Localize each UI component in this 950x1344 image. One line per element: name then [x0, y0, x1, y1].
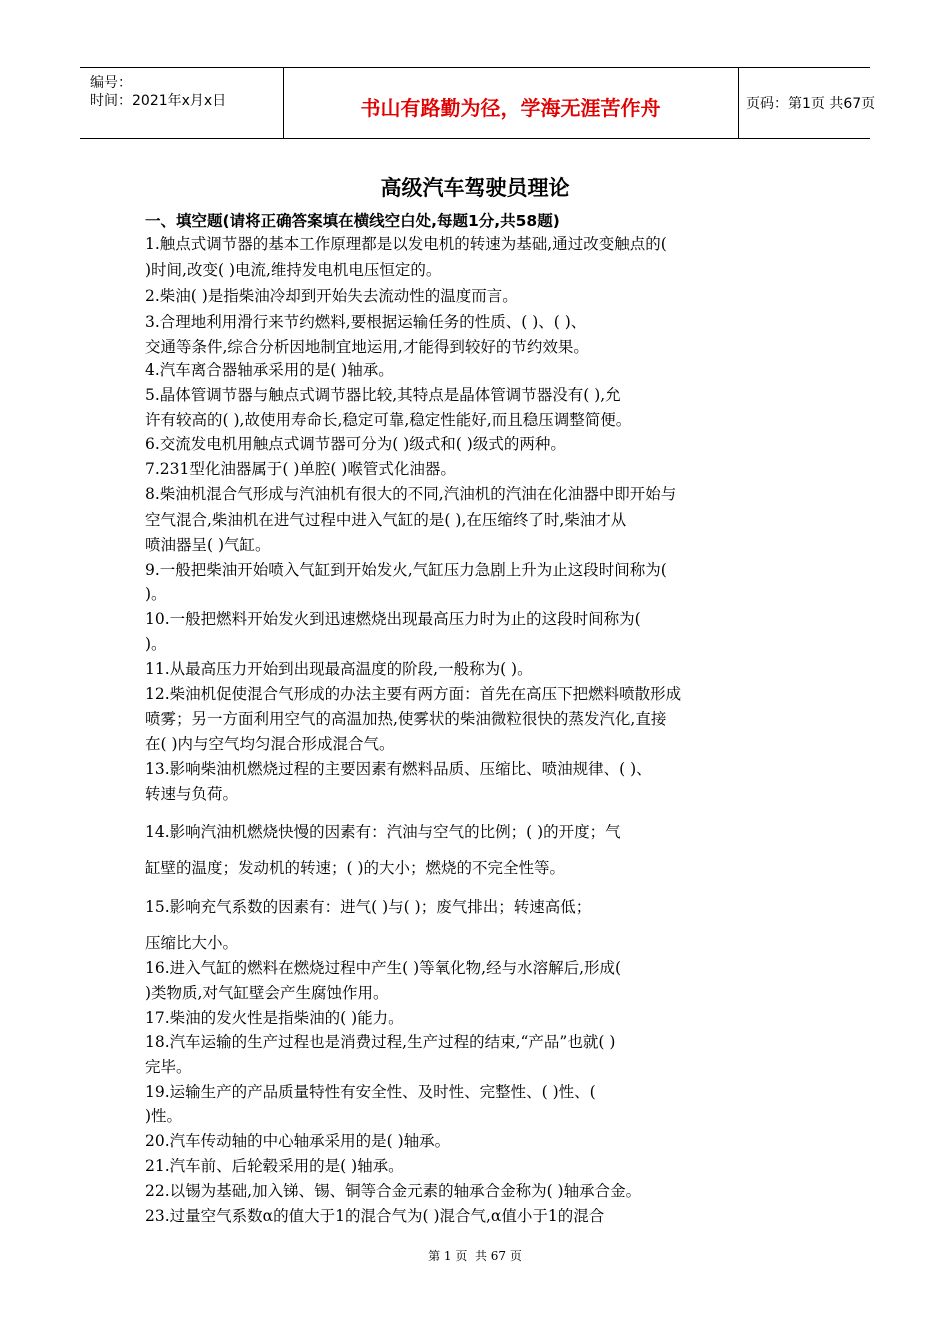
- text-line: )性。: [145, 1107, 183, 1125]
- text-line: 喷油器呈( )气缸。: [145, 536, 271, 554]
- number-label: 编号：: [90, 75, 132, 91]
- text-line: 8.柴油机混合气形成与汽油机有很大的不同,汽油机的汽油在化油器中即开始与: [145, 485, 677, 503]
- header-info-cell: [80, 68, 284, 138]
- text-line: 7.231型化油器属于( )单腔( )喉管式化油器。: [145, 460, 456, 478]
- text-line: )类物质,对气缸壁会产生腐蚀作用。: [145, 984, 389, 1002]
- text-line: )。: [145, 635, 167, 653]
- text-line: 12.柴油机促使混合气形成的办法主要有两方面：首先在高压下把燃料喷散形成: [145, 685, 682, 703]
- text-line: 13.影响柴油机燃烧过程的主要因素有燃料品质、压缩比、喷油规律、( )、: [145, 760, 652, 778]
- text-line: 2.柴油( )是指柴油冷却到开始失去流动性的温度而言。: [145, 287, 518, 305]
- text-line: 11.从最高压力开始到出现最高温度的阶段,一般称为( )。: [145, 660, 533, 678]
- page-number-label: 页码：第1页 共67页: [746, 96, 876, 112]
- text-line: )时间,改变( )电流,维持发电机电压恒定的。: [145, 261, 442, 279]
- motto: 书山有路勤为径，学海无涯苦作舟: [360, 96, 661, 120]
- text-line: 17.柴油的发火性是指柴油的( )能力。: [145, 1009, 404, 1027]
- text-line: 许有较高的( ),故使用寿命长,稳定可靠,稳定性能好,而且稳压调整简便。: [145, 411, 632, 429]
- text-line: 4.汽车离合器轴承采用的是( )轴承。: [145, 361, 394, 379]
- text-line: 空气混合,柴油机在进气过程中进入气缸的是( ),在压缩终了时,柴油才从: [145, 511, 627, 529]
- text-line: 10.一般把燃料开始发火到迅速燃烧出现最高压力时为止的这段时间称为(: [145, 610, 641, 628]
- text-line: 6.交流发电机用触点式调节器可分为( )级式和( )级式的两种。: [145, 435, 566, 453]
- text-line: 20.汽车传动轴的中心轴承采用的是( )轴承。: [145, 1132, 451, 1150]
- date-label: 时间：2021年x月x日: [90, 93, 227, 109]
- header-page-cell: [738, 68, 876, 138]
- text-line: 16.进入气缸的燃料在燃烧过程中产生( )等氧化物,经与水溶解后,形成(: [145, 959, 622, 977]
- text-line: 交通等条件,综合分析因地制宜地运用,才能得到较好的节约效果。: [145, 338, 589, 356]
- text-line: 缸壁的温度；发动机的转速；( )的大小；燃烧的不完全性等。: [145, 859, 566, 877]
- text-line: 23.过量空气系数α的值大于1的混合气为( )混合气,α值小于1的混合: [145, 1207, 605, 1225]
- text-line: )。: [145, 585, 167, 603]
- text-line: 完毕。: [145, 1058, 192, 1076]
- text-line: 21.汽车前、后轮毂采用的是( )轴承。: [145, 1157, 404, 1175]
- page-footer: 第 1 页 共 67 页: [428, 1249, 522, 1263]
- text-line: 15.影响充气系数的因素有：进气( )与( )；废气排出；转速高低；: [145, 898, 592, 916]
- text-line: 14.影响汽油机燃烧快慢的因素有：汽油与空气的比例；( )的开度；气: [145, 823, 621, 841]
- text-line: 喷雾；另一方面利用空气的高温加热,使雾状的柴油微粒很快的蒸发汽化,直接: [145, 710, 667, 728]
- text-line: 22.以锡为基础,加入锑、锡、铜等合金元素的轴承合金称为( )轴承合金。: [145, 1182, 642, 1200]
- document-title: 高级汽车驾驶员理论: [380, 176, 570, 200]
- text-line: 压缩比大小。: [145, 934, 239, 952]
- text-line: 3.合理地利用滑行来节约燃料,要根据运输任务的性质、( )、( )、: [145, 313, 587, 331]
- header-motto-cell: [283, 68, 739, 138]
- section-heading: 一、填空题(请将正确答案填在横线空白处,每题1分,共58题): [145, 212, 560, 230]
- text-line: 18.汽车运输的生产过程也是消费过程,生产过程的结束,“产品”也就( ): [145, 1033, 616, 1051]
- text-line: 9.一般把柴油开始喷入气缸到开始发火,气缸压力急剧上升为止这段时间称为(: [145, 561, 667, 579]
- text-line: 在( )内与空气均匀混合形成混合气。: [145, 735, 395, 753]
- text-line: 1.触点式调节器的基本工作原理都是以发电机的转速为基础,通过改变触点的(: [145, 235, 667, 253]
- page-header: [80, 67, 876, 139]
- text-line: 19.运输生产的产品质量特性有安全性、及时性、完整性、( )性、(: [145, 1083, 596, 1101]
- text-line: 转速与负荷。: [145, 785, 239, 803]
- text-line: 5.晶体管调节器与触点式调节器比较,其特点是晶体管调节器没有( ),允: [145, 386, 621, 404]
